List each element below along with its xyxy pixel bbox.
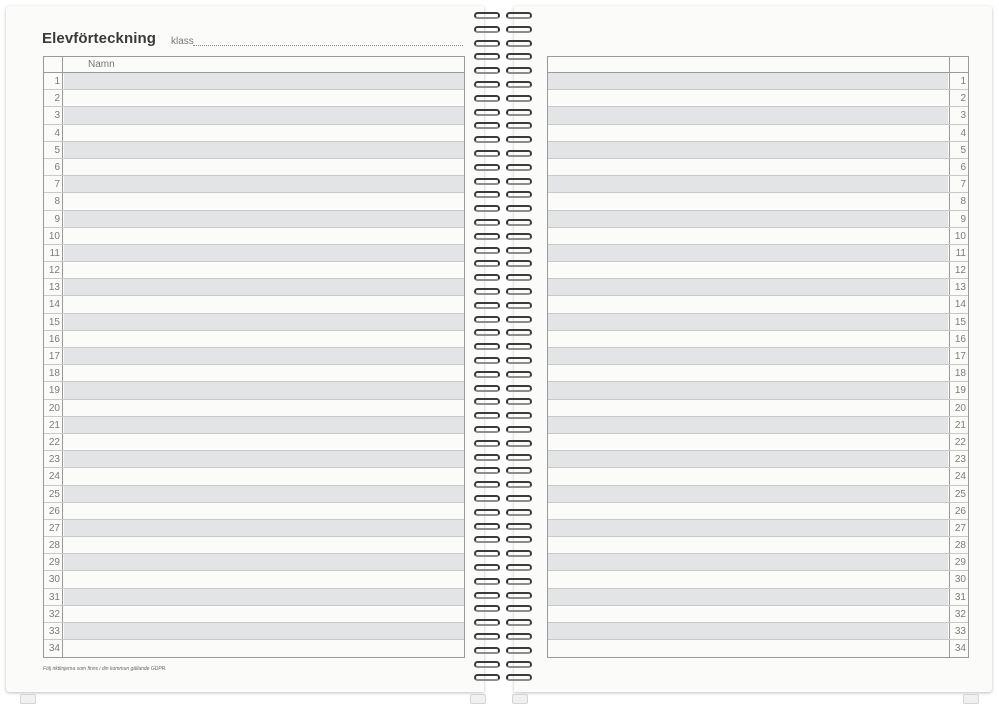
spiral-coil <box>472 578 534 588</box>
name-cell[interactable] <box>64 571 464 587</box>
name-cell[interactable] <box>64 382 464 398</box>
table-row <box>44 486 464 503</box>
spiral-coil <box>472 564 534 574</box>
name-cell[interactable] <box>548 589 948 605</box>
spiral-coil <box>472 426 534 436</box>
table-row <box>44 73 464 90</box>
table-row <box>44 640 464 657</box>
spiral-coil <box>472 233 534 243</box>
spiral-coil <box>472 440 534 450</box>
spiral-coil <box>472 26 534 36</box>
row-number: 6 <box>949 159 968 175</box>
table-row <box>44 606 464 623</box>
name-cell[interactable] <box>548 520 948 536</box>
spiral-coil <box>472 150 534 160</box>
page-title: Elevförteckning <box>42 30 157 47</box>
name-cell[interactable] <box>64 400 464 416</box>
namn-column-header: Namn <box>88 59 115 70</box>
table-row <box>548 279 968 296</box>
spiral-coil <box>472 371 534 381</box>
spiral-coil <box>472 467 534 477</box>
row-number: 13 <box>44 279 63 295</box>
spiral-coil <box>472 109 534 119</box>
table-row <box>44 90 464 107</box>
row-number: 31 <box>949 589 968 605</box>
table-row <box>44 125 464 142</box>
name-cell[interactable] <box>548 107 948 123</box>
spiral-coil <box>472 647 534 657</box>
header-name-cell <box>548 57 948 72</box>
table-row <box>44 554 464 571</box>
student-list-left <box>43 56 465 658</box>
name-cell[interactable] <box>64 623 464 639</box>
spiral-coil <box>472 523 534 533</box>
header-row <box>548 57 968 73</box>
name-cell[interactable] <box>548 348 948 364</box>
table-row <box>548 606 968 623</box>
spiral-coil <box>472 205 534 215</box>
table-row <box>548 90 968 107</box>
row-number: 24 <box>949 468 968 484</box>
row-number: 28 <box>44 537 63 553</box>
name-cell[interactable] <box>64 73 464 89</box>
row-number: 8 <box>44 193 63 209</box>
name-cell[interactable] <box>548 434 948 450</box>
row-number: 26 <box>44 503 63 519</box>
row-number: 9 <box>949 211 968 227</box>
row-number: 15 <box>949 314 968 330</box>
spiral-coil <box>472 219 534 229</box>
table-row <box>44 279 464 296</box>
header-name-cell <box>64 57 464 72</box>
name-cell[interactable] <box>64 554 464 570</box>
row-number: 9 <box>44 211 63 227</box>
table-row <box>44 451 464 468</box>
row-number: 7 <box>44 176 63 192</box>
row-number: 3 <box>44 107 63 123</box>
name-cell[interactable] <box>64 279 464 295</box>
name-cell[interactable] <box>548 211 948 227</box>
spiral-coil <box>472 95 534 105</box>
name-cell[interactable] <box>548 451 948 467</box>
name-cell[interactable] <box>64 451 464 467</box>
row-number: 13 <box>949 279 968 295</box>
student-list-right <box>547 56 969 658</box>
name-cell[interactable] <box>548 468 948 484</box>
name-cell[interactable] <box>548 365 948 381</box>
table-row <box>548 520 968 537</box>
name-cell[interactable] <box>64 142 464 158</box>
name-cell[interactable] <box>548 623 948 639</box>
row-number: 32 <box>44 606 63 622</box>
table-row <box>548 176 968 193</box>
row-number: 32 <box>949 606 968 622</box>
row-number: 34 <box>949 640 968 657</box>
name-cell[interactable] <box>64 228 464 244</box>
row-number: 21 <box>44 417 63 433</box>
row-number: 16 <box>949 331 968 347</box>
spiral-coil <box>472 260 534 270</box>
table-row <box>44 107 464 124</box>
name-cell[interactable] <box>64 176 464 192</box>
row-number: 8 <box>949 193 968 209</box>
table-row <box>44 159 464 176</box>
table-row <box>44 520 464 537</box>
row-number: 18 <box>44 365 63 381</box>
header-number-cell <box>44 57 63 72</box>
name-cell[interactable] <box>64 606 464 622</box>
table-row <box>44 331 464 348</box>
row-number: 1 <box>949 73 968 89</box>
row-number: 10 <box>44 228 63 244</box>
table-row <box>548 537 968 554</box>
table-row <box>44 417 464 434</box>
table-row <box>548 314 968 331</box>
table-row <box>548 142 968 159</box>
table-row <box>548 486 968 503</box>
row-number: 23 <box>949 451 968 467</box>
name-cell[interactable] <box>64 159 464 175</box>
spiral-coil <box>472 481 534 491</box>
name-cell[interactable] <box>548 279 948 295</box>
name-cell[interactable] <box>548 159 948 175</box>
name-cell[interactable] <box>64 245 464 261</box>
row-number: 19 <box>949 382 968 398</box>
table-row <box>548 571 968 588</box>
spiral-coil <box>472 136 534 146</box>
header-row <box>44 57 464 73</box>
spiral-coil <box>472 385 534 395</box>
table-row <box>44 382 464 399</box>
row-number: 6 <box>44 159 63 175</box>
name-cell[interactable] <box>64 589 464 605</box>
name-cell[interactable] <box>548 142 948 158</box>
table-row <box>548 211 968 228</box>
klass-label: klass <box>171 36 194 47</box>
spiral-binding <box>472 8 538 692</box>
spiral-coil <box>472 274 534 284</box>
table-row <box>548 640 968 657</box>
row-number: 4 <box>949 125 968 141</box>
table-row <box>548 400 968 417</box>
row-number: 25 <box>949 486 968 502</box>
name-cell[interactable] <box>548 90 948 106</box>
name-cell[interactable] <box>64 211 464 227</box>
row-number: 28 <box>949 537 968 553</box>
name-cell[interactable] <box>548 193 948 209</box>
name-cell[interactable] <box>64 193 464 209</box>
name-cell[interactable] <box>64 107 464 123</box>
table-row <box>548 228 968 245</box>
row-number: 20 <box>949 400 968 416</box>
name-cell[interactable] <box>64 348 464 364</box>
spiral-coil <box>472 12 534 22</box>
row-number: 30 <box>949 571 968 587</box>
row-number: 22 <box>949 434 968 450</box>
name-cell[interactable] <box>548 125 948 141</box>
name-cell[interactable] <box>64 434 464 450</box>
spiral-coil <box>472 67 534 77</box>
name-cell[interactable] <box>64 468 464 484</box>
spiral-coil <box>472 661 534 671</box>
name-cell[interactable] <box>548 331 948 347</box>
table-row <box>548 382 968 399</box>
spiral-coil <box>472 178 534 188</box>
table-row <box>548 125 968 142</box>
table-row <box>548 468 968 485</box>
spiral-coil <box>472 247 534 257</box>
name-cell[interactable] <box>64 296 464 312</box>
name-cell[interactable] <box>548 486 948 502</box>
name-cell[interactable] <box>548 503 948 519</box>
row-number: 11 <box>949 245 968 261</box>
spiral-coil <box>472 302 534 312</box>
row-number: 3 <box>949 107 968 123</box>
row-number: 10 <box>949 228 968 244</box>
page-tab <box>20 694 36 704</box>
row-number: 33 <box>949 623 968 639</box>
name-cell[interactable] <box>548 245 948 261</box>
table-row <box>548 503 968 520</box>
name-cell[interactable] <box>548 296 948 312</box>
row-number: 5 <box>949 142 968 158</box>
spiral-coil <box>472 357 534 367</box>
klass-input-line[interactable] <box>193 45 463 46</box>
name-cell[interactable] <box>548 640 948 657</box>
table-row <box>44 142 464 159</box>
row-number: 1 <box>44 73 63 89</box>
name-cell[interactable] <box>548 314 948 330</box>
row-number: 27 <box>44 520 63 536</box>
row-number: 22 <box>44 434 63 450</box>
name-cell[interactable] <box>548 554 948 570</box>
name-cell[interactable] <box>548 417 948 433</box>
table-row <box>548 193 968 210</box>
table-row <box>548 159 968 176</box>
table-row <box>548 262 968 279</box>
spiral-coil <box>472 592 534 602</box>
name-cell[interactable] <box>64 331 464 347</box>
row-number: 26 <box>949 503 968 519</box>
row-number: 18 <box>949 365 968 381</box>
name-cell[interactable] <box>64 417 464 433</box>
row-number: 4 <box>44 125 63 141</box>
spiral-coil <box>472 53 534 63</box>
name-cell[interactable] <box>64 503 464 519</box>
row-number: 31 <box>44 589 63 605</box>
name-cell[interactable] <box>548 571 948 587</box>
row-number: 12 <box>949 262 968 278</box>
name-cell[interactable] <box>64 125 464 141</box>
page-tab <box>512 694 528 704</box>
spiral-coil <box>472 619 534 629</box>
row-number: 29 <box>949 554 968 570</box>
table-row <box>548 589 968 606</box>
table-row <box>548 348 968 365</box>
name-cell[interactable] <box>548 262 948 278</box>
spiral-coil <box>472 536 534 546</box>
spiral-coil <box>472 288 534 298</box>
row-number: 11 <box>44 245 63 261</box>
name-cell[interactable] <box>548 382 948 398</box>
row-number: 23 <box>44 451 63 467</box>
name-cell[interactable] <box>548 176 948 192</box>
spiral-coil <box>472 40 534 50</box>
row-number: 14 <box>949 296 968 312</box>
page-tab <box>963 694 979 704</box>
table-row <box>44 589 464 606</box>
name-cell[interactable] <box>64 314 464 330</box>
spiral-coil <box>472 191 534 201</box>
table-row <box>44 503 464 520</box>
name-cell[interactable] <box>548 537 948 553</box>
row-number: 7 <box>949 176 968 192</box>
row-number: 5 <box>44 142 63 158</box>
row-number: 25 <box>44 486 63 502</box>
table-row <box>548 245 968 262</box>
spiral-coil <box>472 81 534 91</box>
row-number: 27 <box>949 520 968 536</box>
name-cell[interactable] <box>64 262 464 278</box>
table-row <box>44 262 464 279</box>
page-tab <box>470 694 486 704</box>
table-row <box>44 245 464 262</box>
table-row <box>44 400 464 417</box>
name-cell[interactable] <box>64 90 464 106</box>
table-row <box>548 434 968 451</box>
table-row <box>44 211 464 228</box>
spiral-coil <box>472 454 534 464</box>
table-row <box>44 193 464 210</box>
table-row <box>44 296 464 313</box>
row-number: 14 <box>44 296 63 312</box>
table-row <box>548 554 968 571</box>
name-cell[interactable] <box>64 537 464 553</box>
table-row <box>44 434 464 451</box>
table-row <box>44 623 464 640</box>
table-row <box>44 468 464 485</box>
table-row <box>548 417 968 434</box>
table-row <box>44 228 464 245</box>
table-row <box>44 314 464 331</box>
table-row <box>44 537 464 554</box>
row-number: 2 <box>44 90 63 106</box>
header-number-cell <box>949 57 968 72</box>
spiral-coil <box>472 633 534 643</box>
row-number: 20 <box>44 400 63 416</box>
table-row <box>44 348 464 365</box>
row-number: 2 <box>949 90 968 106</box>
table-row <box>548 73 968 90</box>
spiral-coil <box>472 343 534 353</box>
table-row <box>548 365 968 382</box>
spiral-coil <box>472 509 534 519</box>
gdpr-footnote: Följ riktlinjerna som finns i din kommun gällande GDPR. <box>43 666 167 672</box>
spiral-coil <box>472 164 534 174</box>
row-number: 30 <box>44 571 63 587</box>
table-row <box>548 331 968 348</box>
name-cell[interactable] <box>548 228 948 244</box>
name-cell[interactable] <box>548 400 948 416</box>
row-number: 15 <box>44 314 63 330</box>
spiral-coil <box>472 122 534 132</box>
name-cell[interactable] <box>548 606 948 622</box>
table-row <box>548 107 968 124</box>
name-cell[interactable] <box>64 520 464 536</box>
table-row <box>44 365 464 382</box>
row-number: 29 <box>44 554 63 570</box>
row-number: 16 <box>44 331 63 347</box>
row-number: 19 <box>44 382 63 398</box>
row-number: 17 <box>44 348 63 364</box>
table-row <box>548 451 968 468</box>
row-number: 12 <box>44 262 63 278</box>
spiral-coil <box>472 329 534 339</box>
table-row <box>548 296 968 313</box>
spiral-coil <box>472 674 534 684</box>
spiral-coil <box>472 550 534 560</box>
name-cell[interactable] <box>64 640 464 657</box>
row-number: 24 <box>44 468 63 484</box>
table-row <box>44 176 464 193</box>
spiral-coil <box>472 412 534 422</box>
table-row <box>44 571 464 588</box>
name-cell[interactable] <box>548 73 948 89</box>
table-row <box>548 623 968 640</box>
name-cell[interactable] <box>64 365 464 381</box>
spiral-coil <box>472 316 534 326</box>
row-number: 21 <box>949 417 968 433</box>
spiral-coil <box>472 398 534 408</box>
spiral-coil <box>472 495 534 505</box>
spiral-coil <box>472 605 534 615</box>
row-number: 17 <box>949 348 968 364</box>
row-number: 34 <box>44 640 63 657</box>
row-number: 33 <box>44 623 63 639</box>
name-cell[interactable] <box>64 486 464 502</box>
